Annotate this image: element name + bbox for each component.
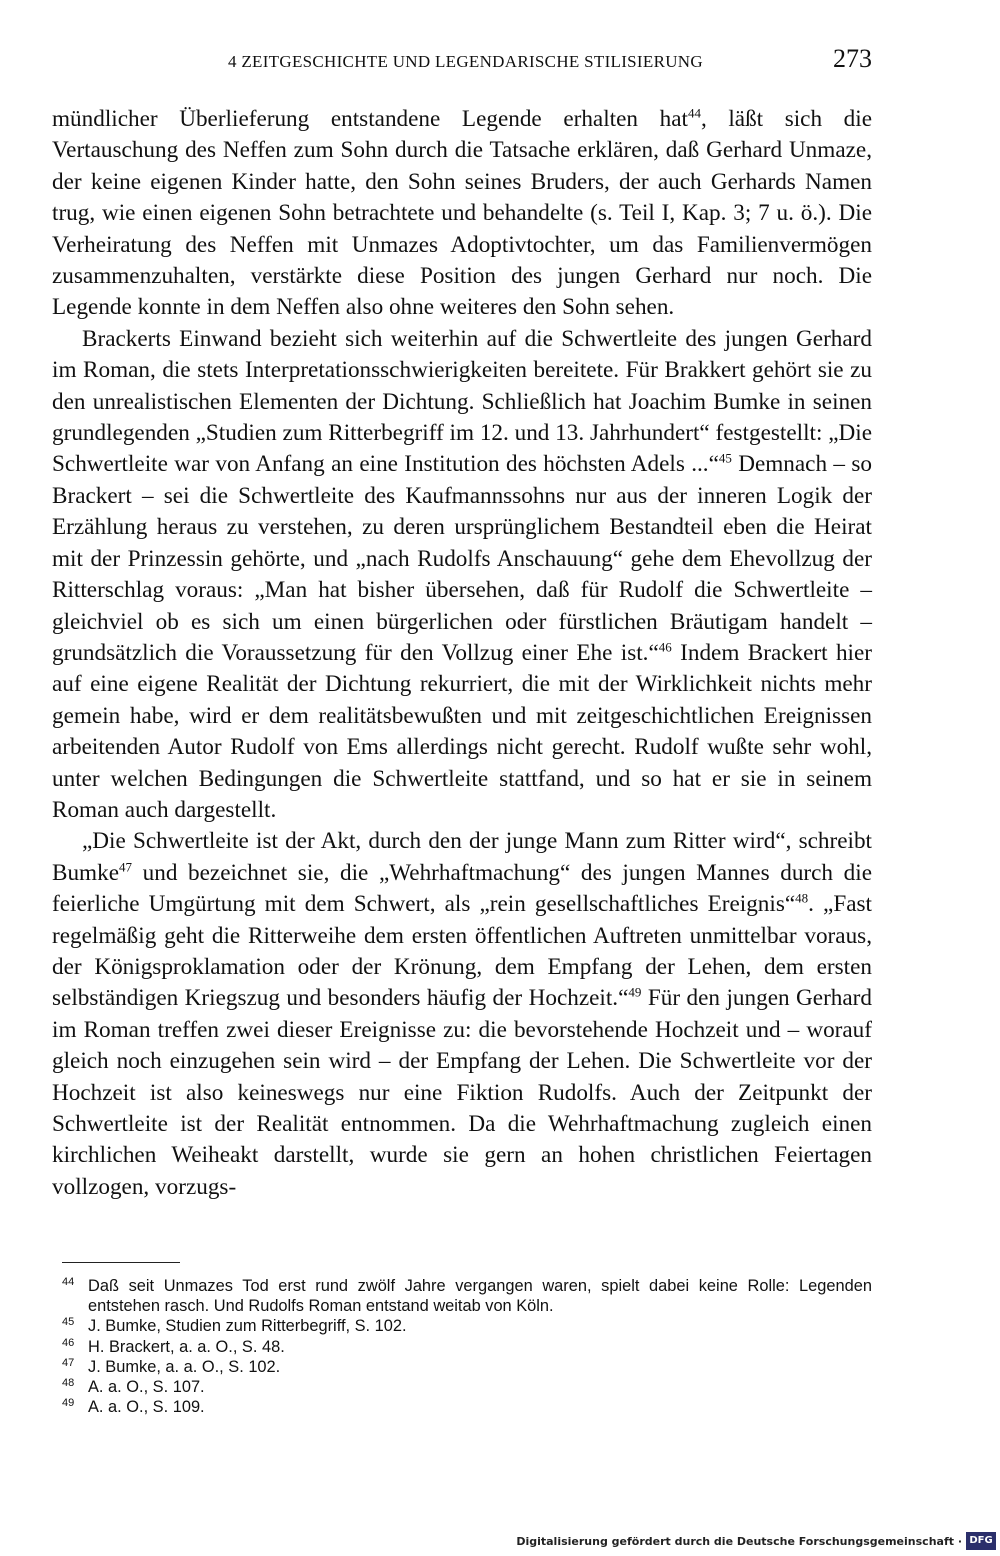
paragraph-1-text: , läßt sich die Vertauschung des Neffen zum Sohn durch die Tatsache erklären, daß Gerhard Unmaze, der keine eigenen Kinder hatte, den Sohn seines Bruders, der auch Gerhards Namen trug, wie einen eigenen Sohn betrachtete und behandelte (s. Teil I, Kap. 3; 7 u. ö.). Die Verheiratung des Neffen mit Unmazes Adoptivtochter, um das Familienvermögen zusammenzuhalten, verstärkte diese Position des jungen Gerhard nur noch. Die Legende konnte in dem Neffen also ohne weiteres den Sohn sehen. xyxy=(52,106,872,321)
paragraph-3-text: und bezeichnet sie, die „Wehrhaftmachung“ des jungen Mannes durch die feierliche Umgürtung mit dem Schwert, als „rein gesellschaftliches Ereignis“ xyxy=(52,859,872,918)
paragraph-2-text: Demnach – so Brackert – sei die Schwertleite des Kaufmannssohns nur aus der inneren Logik der Erzählung heraus zu verstehen, zu deren ursprünglichem Bestandteil eben die Heirat mit der Prinzessin gehörte, und „nach Rudolfs Anschauung“ gehe dem Ehevollzug der Ritterschlag voraus: „Man hat bisher übersehen, daß für Rudolf die Schwertleite – gleichviel ob es sich um einen bürgerlichen oder fürstlichen Bräutigam handelt – grundsätzlich die Voraussetzung für den Vollzug einer Ehe ist.“ xyxy=(52,451,872,666)
footnote-divider xyxy=(62,1262,180,1263)
footnote-45 xyxy=(62,1316,872,1336)
footnote-48 xyxy=(62,1377,872,1397)
footer-credit: Digitalisierung gefördert durch die Deutsche Forschungsgemeinschaft · xyxy=(516,1535,962,1548)
footnote-number: 45 xyxy=(62,1316,75,1329)
footnote-ref-46[interactable]: 46 xyxy=(658,639,672,655)
footnote-number: 49 xyxy=(62,1397,75,1410)
footnote-text: A. a. O., S. 109. xyxy=(88,1398,205,1417)
running-head: 4 ZEITGESCHICHTE UND LEGENDARISCHE STILISIERUNG xyxy=(228,52,703,71)
dfg-logo-icon: DFG xyxy=(966,1532,996,1550)
footnote-text: H. Brackert, a. a. O., S. 48. xyxy=(88,1337,285,1356)
footnote-49 xyxy=(62,1397,872,1417)
footnotes xyxy=(62,1276,872,1417)
footnote-ref-44[interactable]: 44 xyxy=(687,105,701,121)
footnote-number: 44 xyxy=(62,1276,75,1288)
paragraph-1-text: mündlicher Überlieferung entstandene Legende erhalten hat xyxy=(52,106,688,132)
footnote-ref-47[interactable]: 47 xyxy=(118,859,132,875)
footnote-number: 47 xyxy=(62,1356,75,1369)
footnote-text: J. Bumke, a. a. O., S. 102. xyxy=(88,1357,281,1376)
paragraph-3-text: . „Fast regelmäßig geht die Ritterweihe dem ersten öffentlichen Auftreten unmittelbar voraus, der Königsproklamation oder der Krönung, dem Empfang der Lehen, dem ersten selbständigen Kriegszug und besonders häufig der Hochzeit.“ xyxy=(52,891,872,1012)
body-text xyxy=(52,104,872,1203)
paragraph-3 xyxy=(52,826,872,1203)
paragraph-3-text: Für den jungen Gerhard im Roman treffen zwei dieser Ereignisse zu: die bevorstehende Hochzeit und – worauf gleich noch einzugehen sein wird – der Empfang der Lehen. Die Schwertleite vor der Hochzeit ist also keineswegs nur eine Fiktion Rudolfs. Auch der Zeitpunkt der Schwertleite ist der Realität entnommen. Da die Wehrhaftmachung zugleich einen kirchlichen Weiheakt darstellt, wurde sie gern an hohen christlichen Feiertagen vollzogen, vorzugs- xyxy=(52,985,872,1200)
page-footer xyxy=(0,1530,1000,1556)
paragraph-2-text: Indem Brackert hier auf eine eigene Realität der Dichtung rekurriert, die mit der Wirklichkeit nichts mehr gemein habe, wird er dem realitätsbewußten und mit zeitgeschichtlichen Ereignissen arbeitenden Autor Rudolf von Ems allerdings nicht gerecht. Rudolf wußte sehr wohl, unter welchen Bedingungen die Schwertleite stattfand, und so hat er sie in seinem Roman auch dargestellt. xyxy=(52,639,872,823)
footnote-text: A. a. O., S. 107. xyxy=(88,1378,205,1397)
footnote-number: 48 xyxy=(62,1377,75,1390)
footnote-ref-48[interactable]: 48 xyxy=(795,890,809,906)
footnote-number: 46 xyxy=(62,1336,75,1349)
footnote-ref-49[interactable]: 49 xyxy=(628,984,642,1000)
footnote-46 xyxy=(62,1337,872,1357)
footnote-text: Daß seit Unmazes Tod erst rund zwölf Jahre vergangen waren, spielt dabei keine Rolle: Legenden entstehen rasch. Und Rudolfs Roman entstand weitab von Köln. xyxy=(88,1277,872,1316)
paragraph-3-text: „Die Schwertleite ist der Akt, durch den der junge Mann zum Ritter wird“, schreibt Bumke xyxy=(52,828,872,886)
footnote-47 xyxy=(62,1357,872,1377)
paragraph-2 xyxy=(52,324,872,827)
page-number: 273 xyxy=(833,44,872,73)
paragraph-2-text: Brackerts Einwand bezieht sich weiterhin auf die Schwertleite des jungen Gerhard im Roman, die stets Interpretationsschwierigkeiten bereitete. Für Brakkert gehört sie zu den unrealistischen Elementen der Dichtung. Schließlich hat Joachim Bumke in seinen grundlegenden „Studien zum Ritterbegriff im 12. und 13. Jahrhundert“ festgestellt: „Die Schwertleite war von Anfang an eine Institution des höchsten Adels ...“ xyxy=(52,325,872,478)
paragraph-1 xyxy=(52,104,872,324)
footnote-ref-45[interactable]: 45 xyxy=(718,450,732,466)
footnote-44 xyxy=(62,1276,872,1316)
page-header xyxy=(52,44,872,80)
footnote-text: J. Bumke, Studien zum Ritterbegriff, S. 102. xyxy=(88,1317,407,1336)
